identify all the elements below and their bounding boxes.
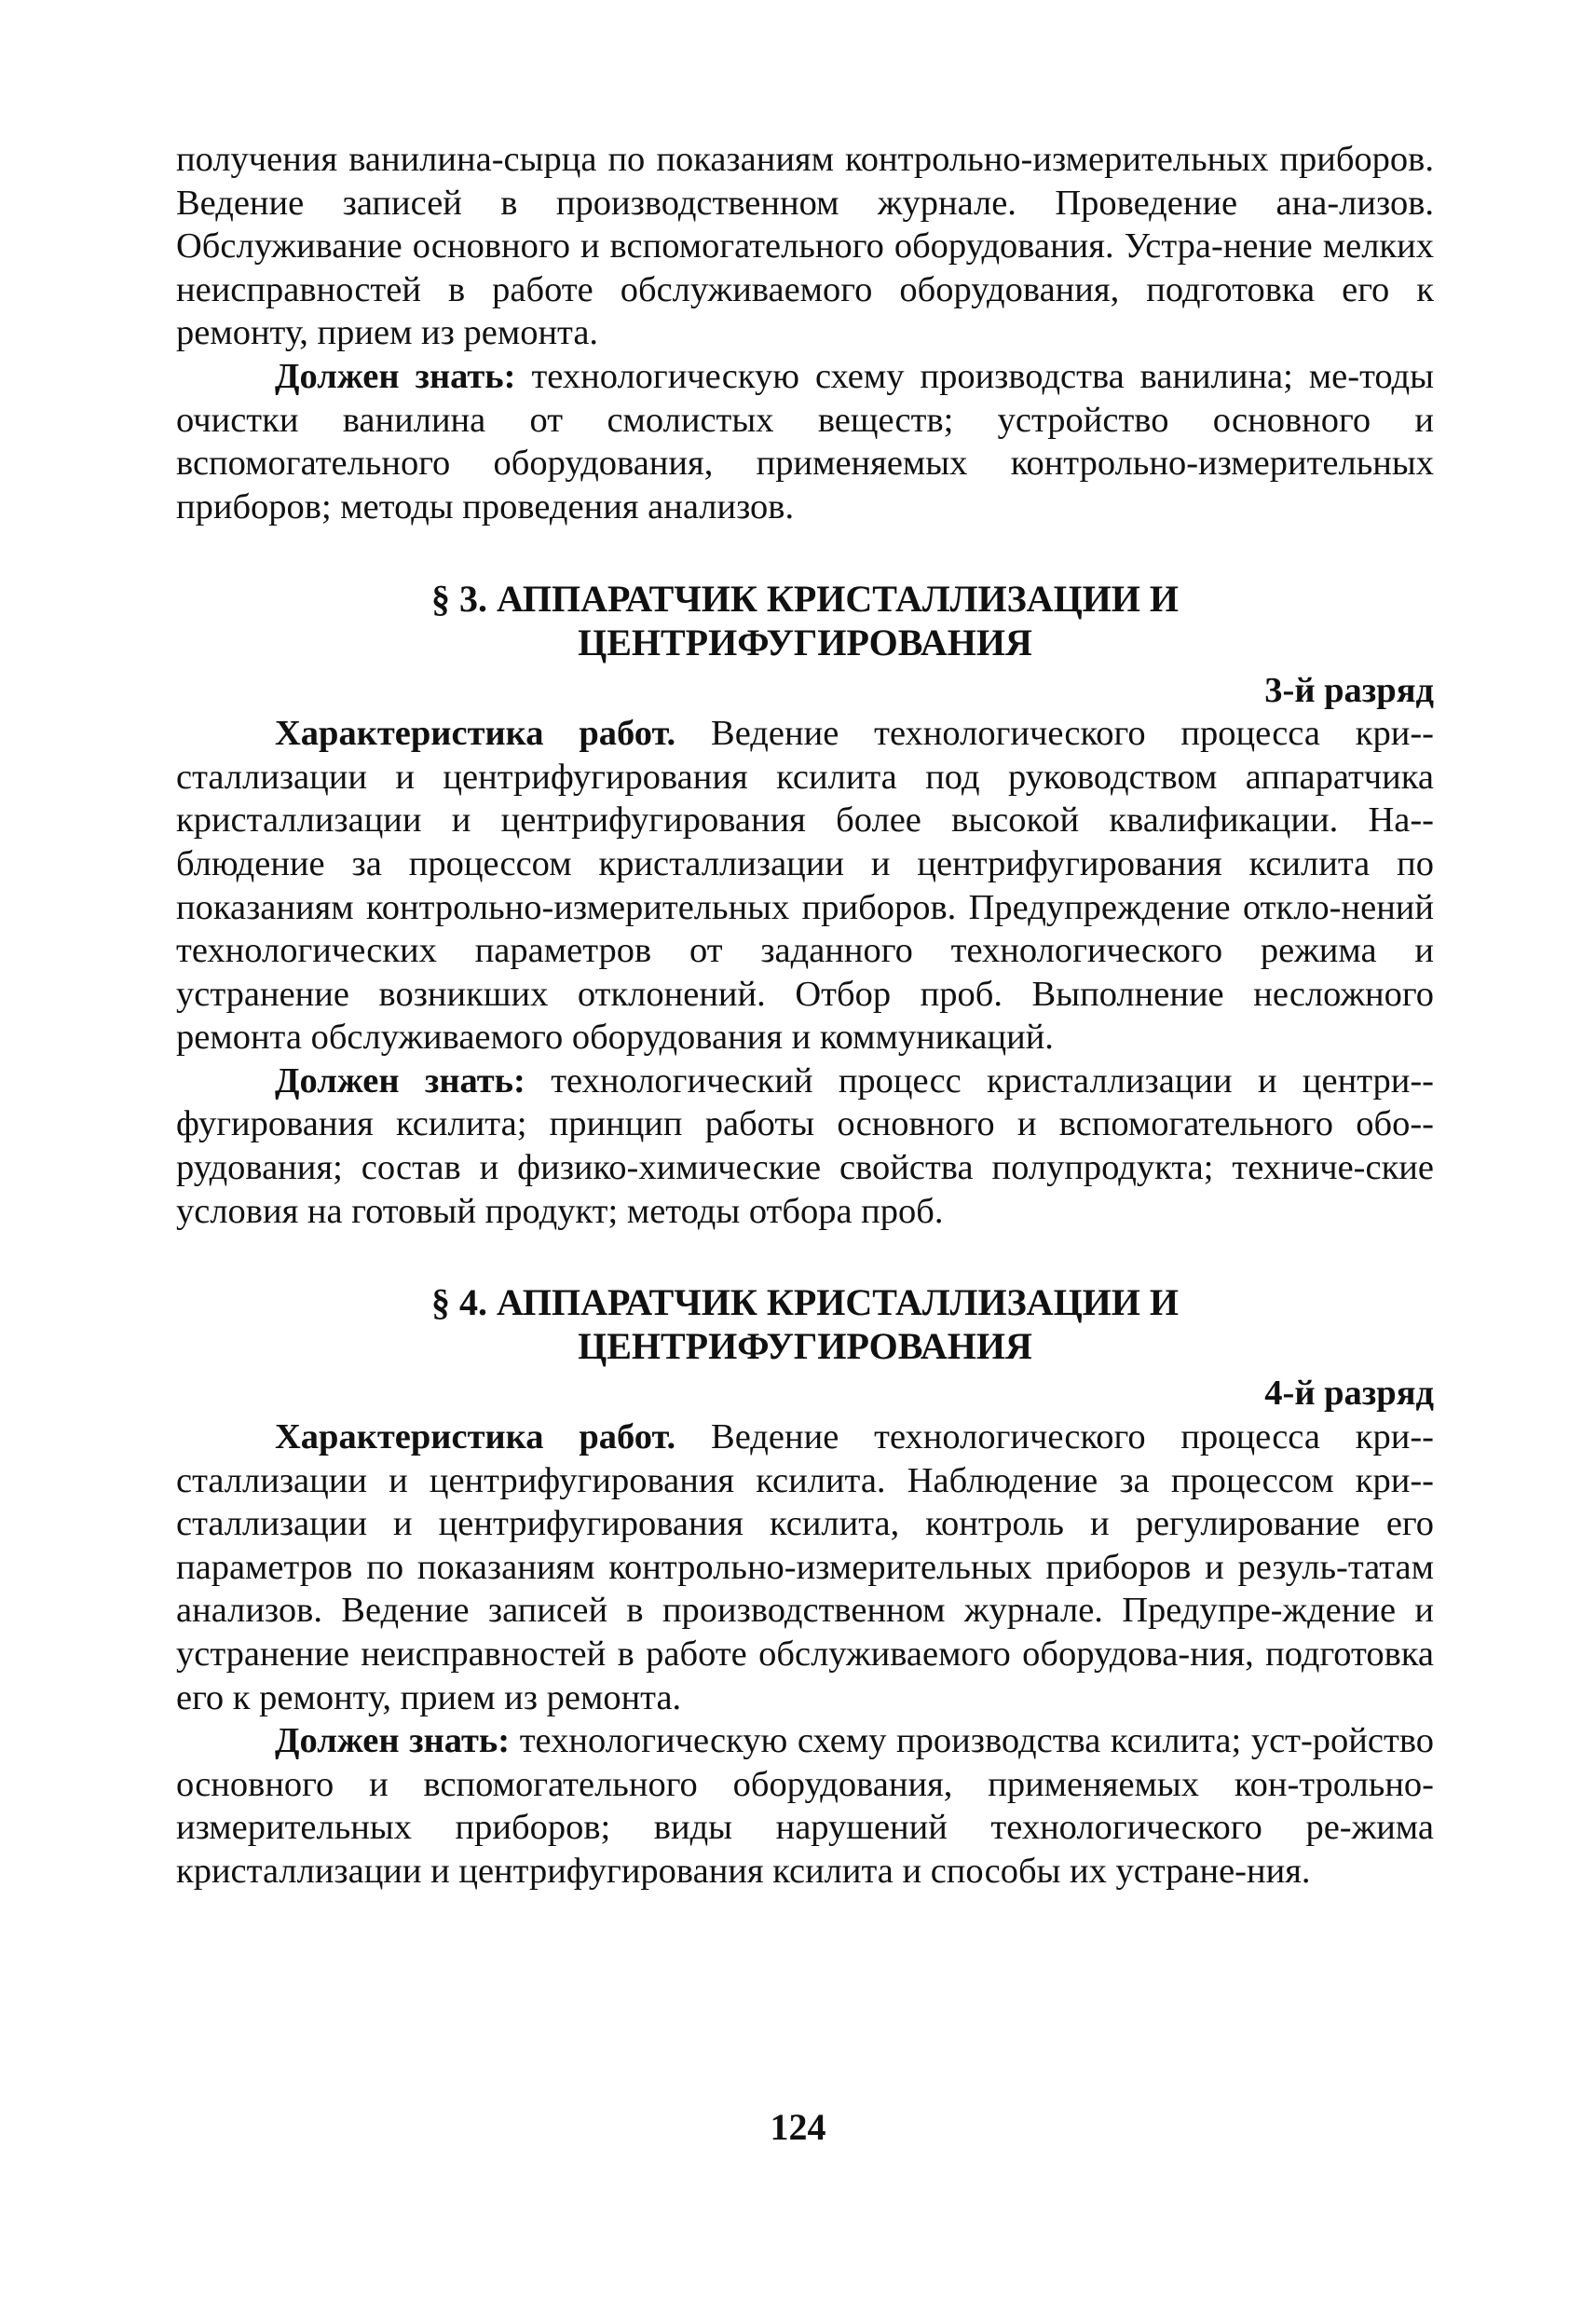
section-4-grade: 4-й разряд [1264, 1374, 1434, 1414]
characteristics-text: Ведение технологического процесса кри-сталлизации и центрифугирования ксилита. Наблюдение за процессом кри-сталлизации и центрифугирования ксилита, контроль и регулирование его параметров по показаниям контрольно-измерительных приборов и резуль-татам анализов. Ведение записей в производственном журнале. Предупре-ждение и устранение неисправностей в работе обслуживаемого оборудова-ния, подготовка его к ремонту, прием из ремонта. [176, 1417, 1434, 1717]
section-3-heading [176, 578, 1434, 664]
characteristics-text: Ведение технологического процесса кри-сталлизации и центрифугирования ксилита под руководством аппаратчика кристаллизации и центрифугирования более высокой квалификации. На-блюдение за процессом кристаллизации и центрифугирования ксилита по показаниям контрольно-измерительных приборов. Предупреждение откло-нений технологических параметров от заданного технологического режима и устранение возникших отклонений. Отбор проб. Выполнение несложного ремонта обслуживаемого оборудования и коммуникаций. [176, 714, 1434, 1058]
characteristics-label: Характеристика работ. [275, 714, 676, 754]
knows-text: технологический процесс кристаллизации и центри-фугирования ксилита; принцип работы основного и вспомогательного обо-рудования; состав и физико-химические свойства полупродукта; техниче-ские условия на готовый продукт; методы отбора проб. [176, 1060, 1434, 1231]
knows-label: Должен знать: [275, 1060, 525, 1101]
section-4-heading-line2: ЦЕНТРИФУГИРОВАНИЯ [578, 1324, 1032, 1367]
section-4-heading-line1: § 4. АППАРАТЧИК КРИСТАЛЛИЗАЦИИ И [430, 1281, 1180, 1324]
characteristics-label: Характеристика работ. [275, 1417, 676, 1457]
intro-knows-paragraph [176, 355, 1434, 528]
knows-text: технологическую схему производства ванилина; ме-тоды очистки ванилина от смолистых веществ; устройство основного и вспомогательного оборудования, применяемых контрольно-измерительных приборов; методы проведения анализов. [176, 356, 1434, 526]
section-4-characteristics [176, 1415, 1434, 1719]
page-number: 124 [770, 2106, 826, 2148]
section-3-characteristics [176, 712, 1434, 1060]
section-3-heading-line1: § 3. АППАРАТЧИК КРИСТАЛЛИЗАЦИИ И [430, 578, 1180, 621]
knows-label: Должен знать: [275, 356, 516, 396]
knows-text: технологическую схему производства ксилита; уст-ройство основного и вспомогательного оборудования, применяемых кон-трольно-измерительных приборов; виды нарушений технологического ре-жима кристаллизации и центрифугирования ксилита и способы их устране-ния. [176, 1721, 1434, 1891]
section-4-knows [176, 1719, 1434, 1893]
page-content [176, 138, 1434, 1894]
section-3-knows [176, 1060, 1434, 1233]
section-4-heading [176, 1281, 1434, 1368]
section-3-grade: 3-й разряд [1264, 670, 1434, 710]
knows-label: Должен знать: [275, 1721, 511, 1761]
section-3-heading-line2: ЦЕНТРИФУГИРОВАНИЯ [578, 621, 1032, 663]
intro-paragraph: получения ванилина-сырца по показаниям контрольно-измерительных приборов. Ведение записей в производственном журнале. Проведение ана-лизов. Обслуживание основного и вспомогательного оборудования. Устра-нение мелких неисправностей в работе обслуживаемого оборудования, подготовка его к ремонту, прием из ремонта. [176, 140, 1434, 353]
